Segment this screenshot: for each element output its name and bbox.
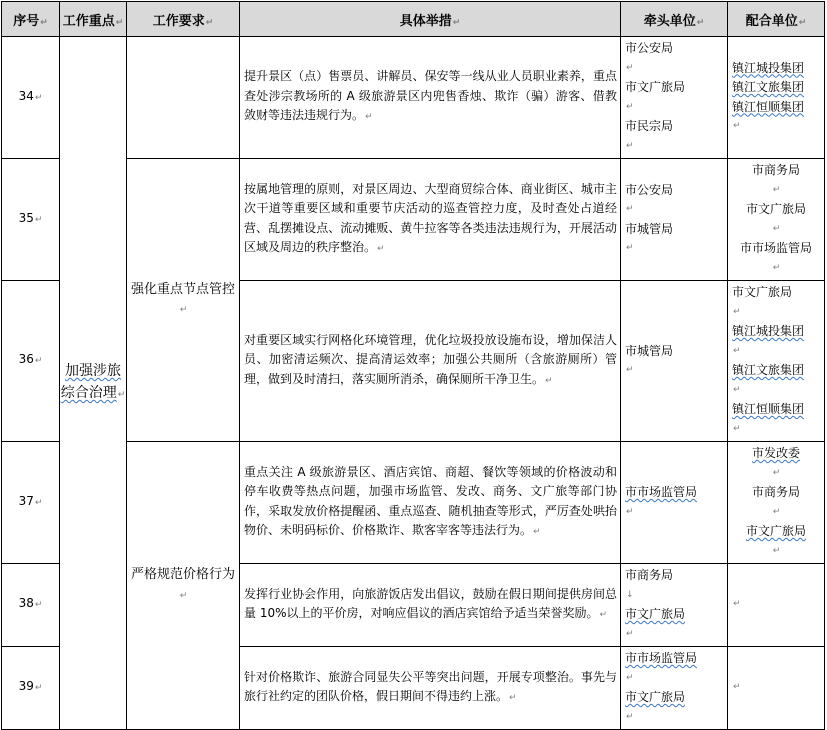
coop-unit: 市商务局 ↵ xyxy=(751,485,800,517)
lead-unit-cell xyxy=(621,564,728,647)
lead-unit-cell xyxy=(621,281,728,442)
row-number: 34↵ xyxy=(2,37,60,159)
coop-unit: 镇江文旅集团 ↵ xyxy=(732,363,805,395)
work-focus-cell: 加强涉旅综合治理↵ xyxy=(60,37,127,730)
measure-text: 对重要区域实行网格化环境管理，优化垃圾投放设施布设，增加保洁人员、加密清运频次、提高清运效率；加强公共厕所（含旅游厕所）管理，做到及时清扫，落实厕所消杀，确保厕所干净卫生。↵ xyxy=(240,281,621,442)
measure-text: 发挥行业协会作用，向旅游饭店发出倡议，鼓励在假日期间提供房间总量 10%以上的平价房，对响应倡议的酒店宾馆给予适当荣誉奖励。↵ xyxy=(240,564,621,647)
coop-unit: 镇江城投集团 xyxy=(732,60,805,75)
measure-text: 提升景区（点）售票员、讲解员、保安等一线从业人员职业素养，重点查处涉宗教场所的 A 级旅游景区内兜售香烛、欺诈（骗）游客、借教敛财等违法违规行为。↵ xyxy=(240,37,621,159)
coop-unit-cell xyxy=(728,281,825,442)
coop-unit: 镇江恒顺集团 ↵ xyxy=(732,402,805,434)
row-number: 35↵ xyxy=(2,159,60,281)
lead-unit: 市市场监管局 ↵ xyxy=(625,651,698,683)
lead-unit-cell xyxy=(621,159,728,281)
header-row xyxy=(2,2,825,37)
lead-unit: 市公安局 ↵ xyxy=(625,182,674,214)
coop-unit: 镇江城投集团 ↵ xyxy=(732,324,805,356)
coop-unit-cell: ↵ xyxy=(728,564,825,647)
work-plan-table xyxy=(1,1,825,730)
measure-text: 按属地管理的原则，对景区周边、大型商贸综合体、商业街区、城市主次干道等重要区域和重要节庆活动的巡查管控力度，及时查处占道经营、乱摆摊设点、流动摊贩、黄牛拉客等各类违法违规行为，开展活动区域及周边的秩序整治。↵ xyxy=(240,159,621,281)
coop-unit-cell: ↵ xyxy=(728,647,825,730)
row-number: 38↵ xyxy=(2,564,60,647)
header-cooperating-unit: 配合单位↵ xyxy=(728,2,825,37)
lead-unit: 市城管局 ↵ xyxy=(625,343,674,375)
coop-unit: 市市场监管局 ↵ xyxy=(739,241,812,273)
coop-unit: 市商务局 ↵ xyxy=(751,163,800,195)
lead-unit-cell xyxy=(621,442,728,564)
lead-unit: 市文广旅局 ↵ xyxy=(625,690,686,722)
row-number: 39↵ xyxy=(2,647,60,730)
requirement-cell: 严格规范价格行为↵ xyxy=(127,442,240,730)
measure-text: 重点关注 A 级旅游景区、酒店宾馆、商超、餐饮等领域的价格波动和停车收费等热点问题，加强市场监管、发改、商务、文广旅等部门协作，采取发放价格提醒函、重点巡查、随机抽查等形式，严厉查处哄抬物价、未明码标价、价格欺诈、欺客宰客等违法行为。↵ xyxy=(240,442,621,564)
lead-unit: 市民宗局 ↵ xyxy=(625,119,674,151)
coop-unit-cell xyxy=(728,37,825,159)
coop-unit: 市文广旅局 ↵ xyxy=(745,524,806,556)
header-focus: 工作重点↵ xyxy=(60,2,127,37)
lead-unit: 市城管局 ↵ xyxy=(625,221,674,253)
coop-unit: 市发改委 ↵ xyxy=(751,446,800,478)
coop-unit-cell xyxy=(728,159,825,281)
coop-unit: 镇江文旅集团 xyxy=(732,80,805,94)
header-requirement: 工作要求↵ xyxy=(127,2,240,37)
coop-unit-cell xyxy=(728,442,825,564)
row-number: 36↵ xyxy=(2,281,60,442)
coop-unit: 市文广旅局 ↵ xyxy=(745,202,806,234)
header-lead-unit: 牵头单位↵ xyxy=(621,2,728,37)
measure-text: 针对价格欺诈、旅游合同显失公平等突出问题，开展专项整治。事先与旅行社约定的团队价格，假日期间不得违约上涨。↵ xyxy=(240,647,621,730)
row-number: 37↵ xyxy=(2,442,60,564)
header-measures: 具体举措↵ xyxy=(240,2,621,37)
coop-unit: 市文广旅局 ↵ xyxy=(732,285,793,317)
lead-unit: 市文广旅局 ↵ xyxy=(625,607,686,639)
lead-unit: 市商务局 ↓ xyxy=(625,568,674,600)
header-no: 序号↵ xyxy=(2,2,60,37)
lead-unit-cell xyxy=(621,37,728,159)
table-row xyxy=(2,37,825,159)
lead-unit-cell xyxy=(621,647,728,730)
lead-unit: 市公安局 ↵ xyxy=(625,41,674,73)
requirement-cell-empty xyxy=(127,37,240,159)
lead-unit: 市文广旅局 ↵ xyxy=(625,80,686,112)
lead-unit: 市市场监管局 ↵ xyxy=(625,485,698,517)
coop-unit: 镇江恒顺集团 ↵ xyxy=(732,99,805,131)
requirement-cell: 强化重点节点管控↵ xyxy=(127,159,240,442)
